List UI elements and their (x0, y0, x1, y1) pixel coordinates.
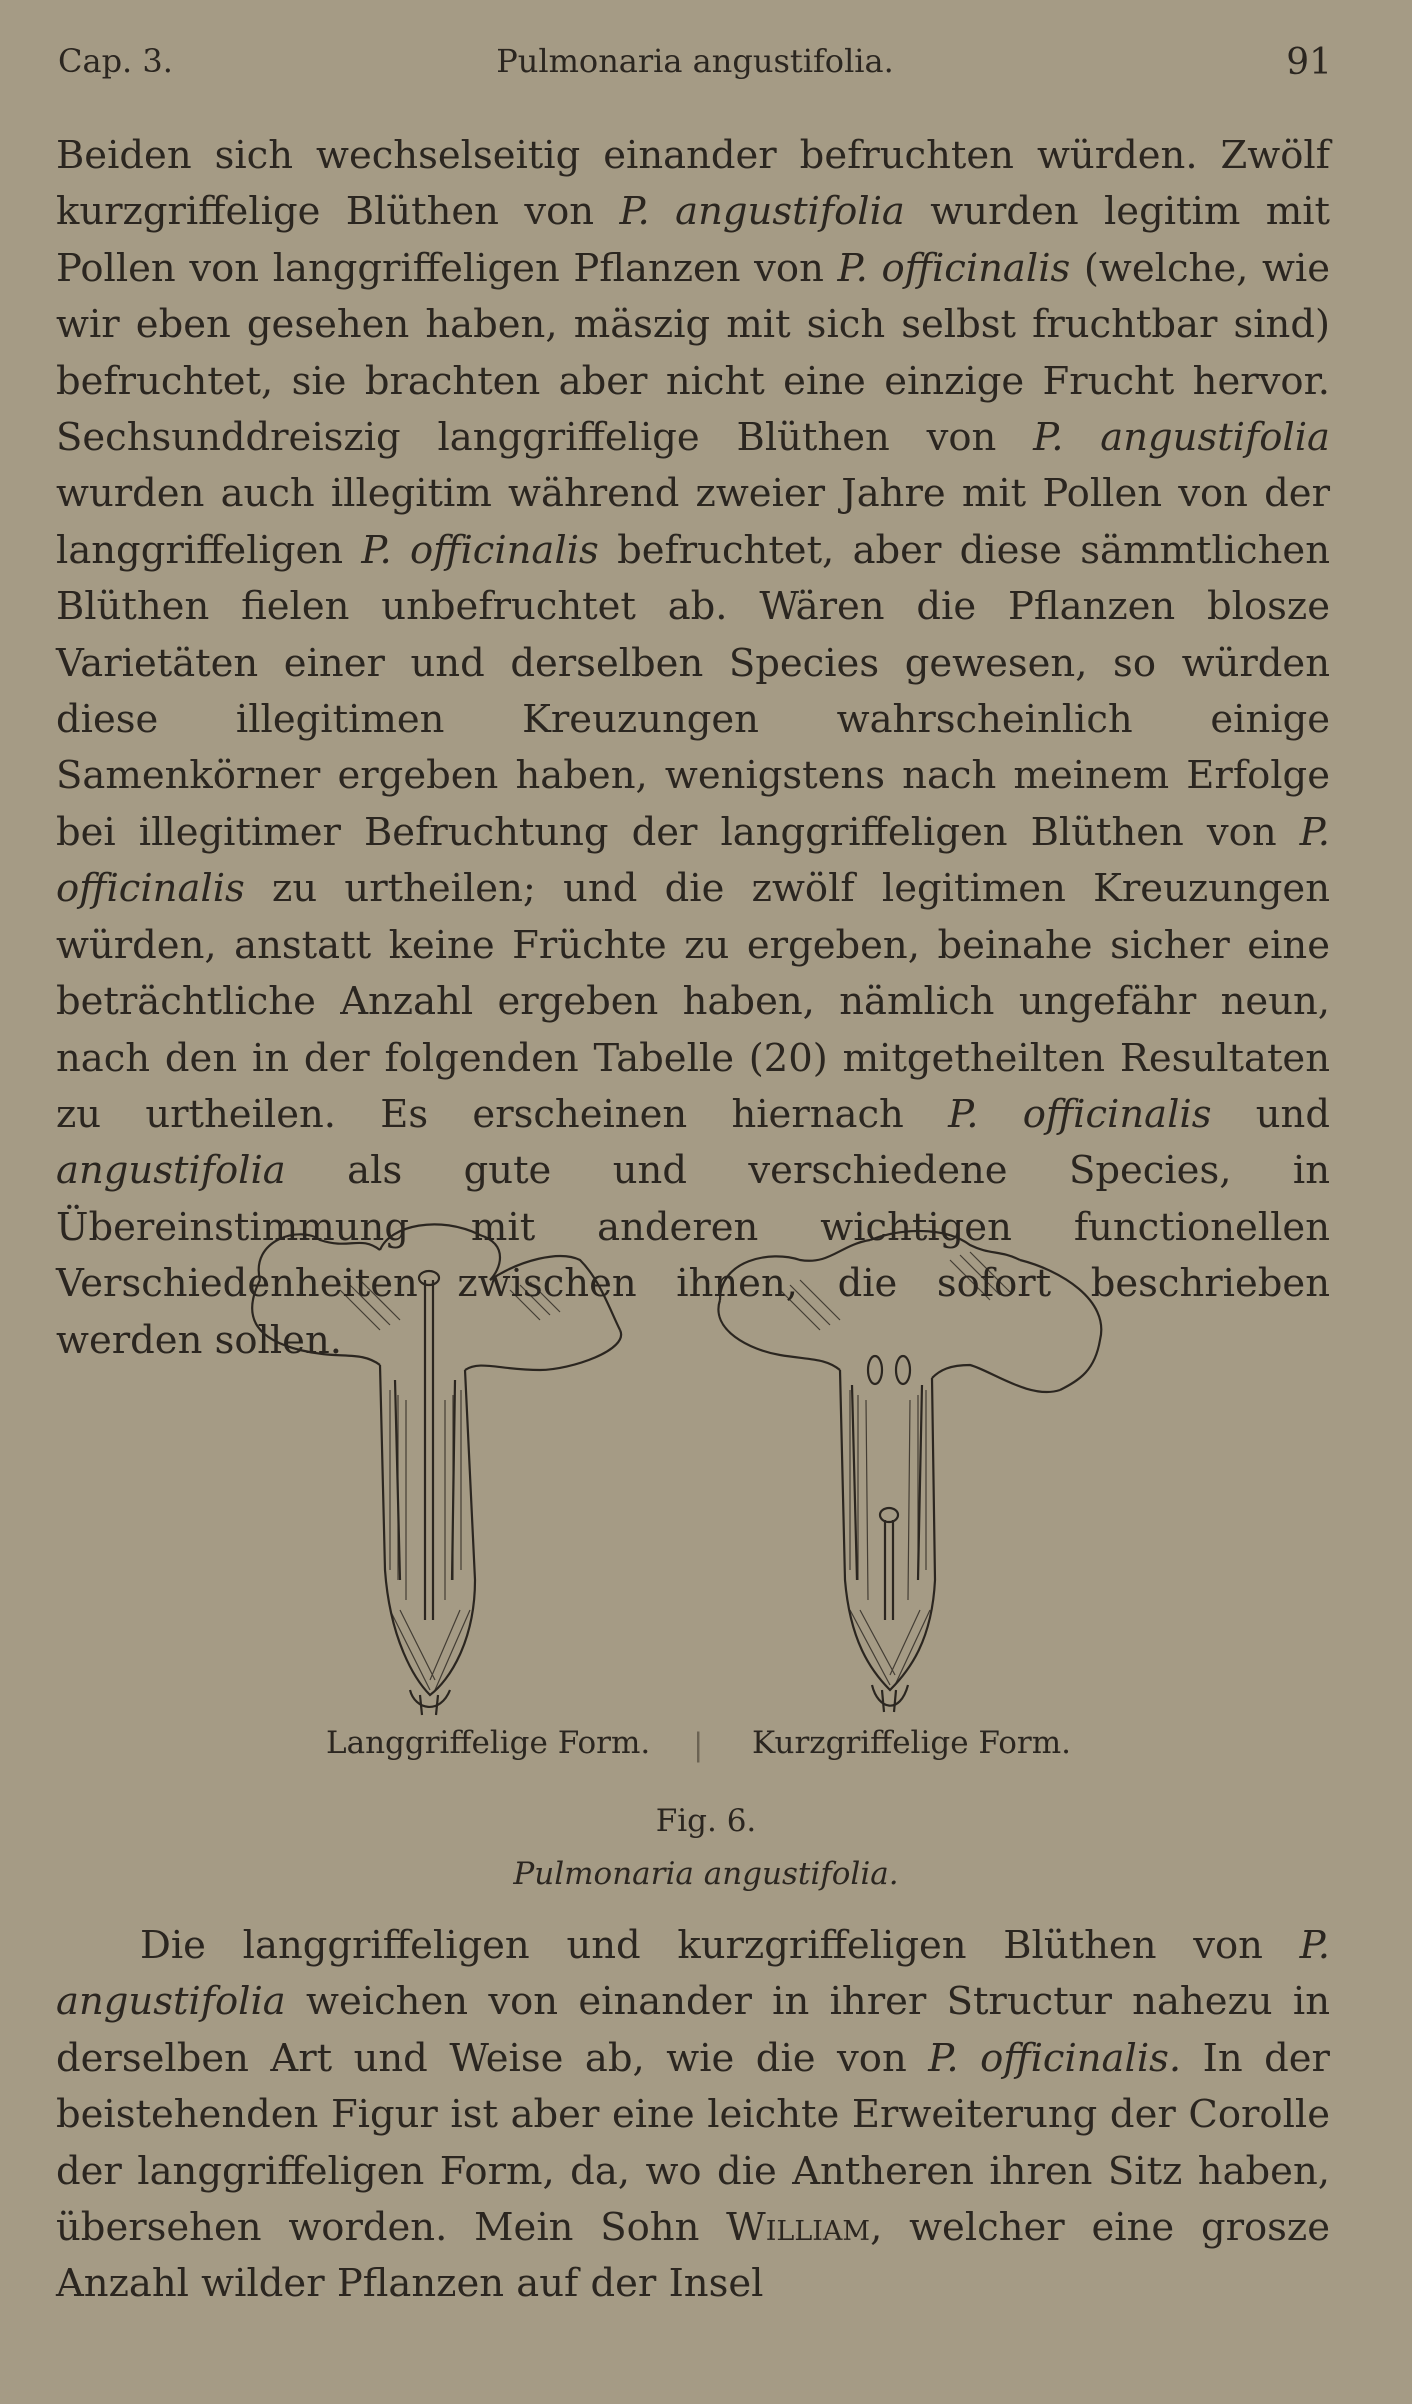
italic-text: P. officinalis (837, 245, 1071, 291)
italic-text: P. angustifolia (56, 1923, 1330, 2025)
italic-text: angustifolia (56, 1148, 286, 1194)
body-paragraph-2 (56, 1918, 1330, 2313)
chapter-label: Cap. 3. (58, 42, 173, 80)
running-head (58, 42, 1332, 82)
text-run: als gute und verschiedene Species, in Übereinstimmung mit anderen wichtigen functionellen Verschiedenheiten zwischen ihnen, die sofort beschrieben werden sollen. (56, 1148, 1330, 1363)
figure-captions (0, 1725, 1412, 1765)
running-title: Pulmonaria angustifolia. (496, 42, 894, 80)
italic-text: P. officinalis (948, 1091, 1212, 1137)
text-run: weichen von einander in ihrer Structur nahezu in derselben Art und Weise ab, wie die von (56, 1979, 1330, 2081)
long-styled-flower-drawing (240, 1220, 680, 1720)
text-run: Beiden sich wechselseitig einander befruchten würden. Zwölf kurzgriffelige Blüthen von (56, 133, 1330, 235)
body-paragraph-1 (56, 128, 1330, 1369)
text-run: und (1211, 1091, 1330, 1137)
italic-text: P. officinalis (361, 527, 599, 573)
text-run: In der beistehenden Figur ist aber eine leichte Erweiterung der Corolle der langgriffeligen Form, da, wo die Antheren ihren Sitz haben, übersehen worden. Mein Sohn (56, 2035, 1330, 2251)
text-run: , welcher eine grosze Anzahl wilder Pflanzen auf der Insel (56, 2205, 1330, 2307)
short-styled-flower-drawing (700, 1220, 1140, 1720)
italic-text: P. officinalis. (928, 2035, 1182, 2081)
paragraph-text (56, 128, 1330, 1369)
text-run: Die langgriffeligen und kurzgriffeligen Blüthen von (140, 1923, 1300, 1968)
text-run: wurden auch illegitim während zweier Jahre mit Pollen von der langgriffeligen (56, 471, 1330, 573)
italic-text: P. angustifolia (1033, 415, 1330, 461)
figure-illustration (240, 1220, 1160, 1740)
text-run: befruchtet, aber diese sämmtlichen Blüthen fielen unbefruchtet ab. Wären die Pflanzen blosze Varietäten einer und derselben Species gewesen, so würden diese illegitimen Kreuzungen wahrscheinlich einige Samenkörner ergeben haben, wenigstens nach meinem Erfolge bei illegitimer Befruchtung der langgriffeligen Blüthen von (56, 527, 1330, 855)
paragraph-text (56, 1918, 1330, 2313)
caption-long-styled: Langgriffelige Form. (326, 1725, 651, 1761)
italic-text: P. angustifolia (619, 189, 905, 235)
caption-divider: | (693, 1727, 704, 1763)
text-run: zu urtheilen; und die zwölf legitimen Kreuzungen würden, anstatt keine Früchte zu ergeben, beinahe sicher eine beträchtliche Anzahl ergeben haben, nämlich ungefähr neun, nach den in der folgenden Tabelle (20) mitgetheilten Resultaten zu urtheilen. Es erscheinen hiernach (56, 866, 1330, 1137)
small-caps-name: William (726, 2205, 871, 2251)
italic-text: P. officinalis (56, 809, 1330, 912)
caption-short-styled: Kurzgriffelige Form. (752, 1725, 1071, 1761)
text-run: wurden legitim mit Pollen von langgriffeligen Pflanzen von (56, 189, 1330, 291)
figure-number: Fig. 6. (655, 1803, 757, 1839)
figure-title: Pulmonaria angustifolia. (513, 1856, 899, 1892)
text-run: (welche, wie wir eben gesehen haben, mäszig mit sich selbst fruchtbar sind) befruchtet, sie brachten aber nicht eine einzige Frucht hervor. Sechsunddreiszig langgriffelige Blüthen von (56, 245, 1331, 461)
page-number: 91 (1286, 42, 1332, 83)
